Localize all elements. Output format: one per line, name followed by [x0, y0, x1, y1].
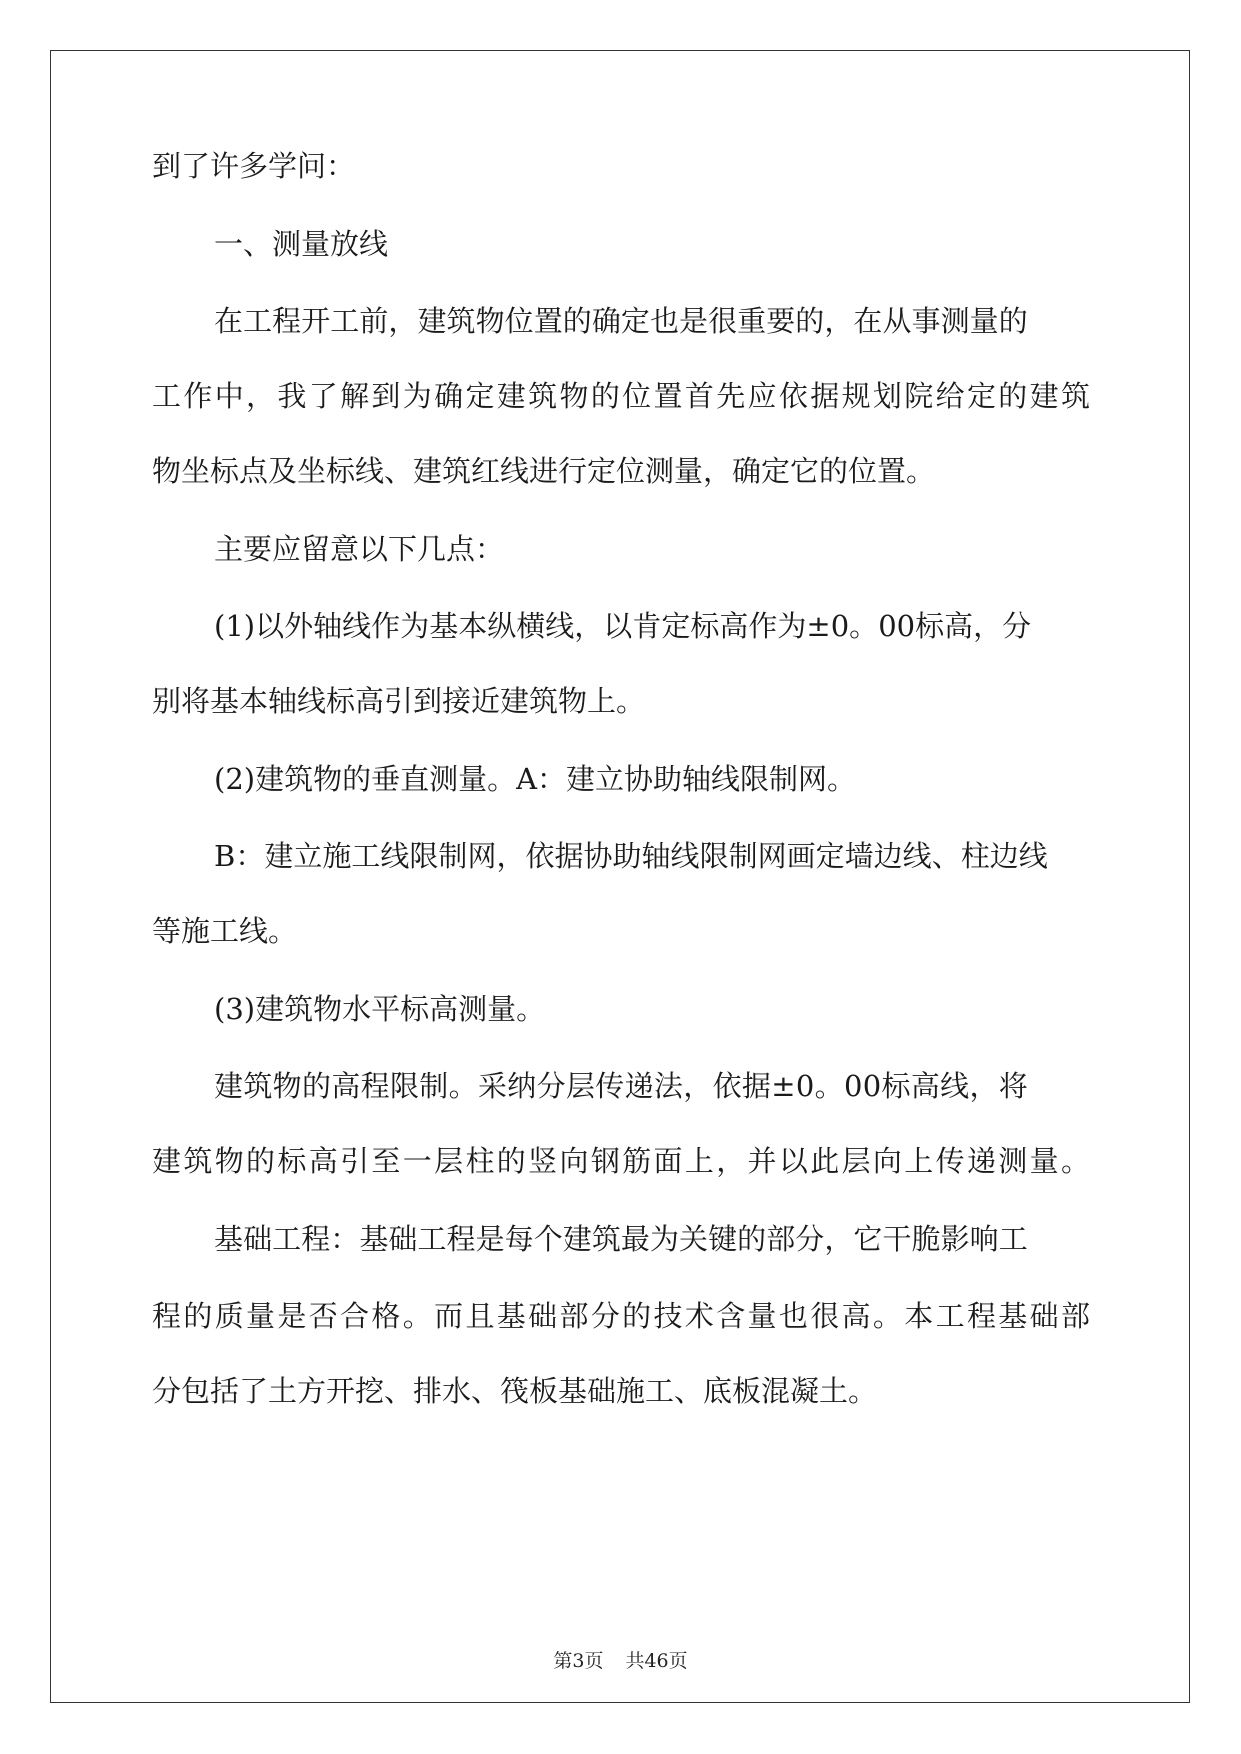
paragraph-line: ( 1 ) 以 外 轴 线 作 为 基 本 纵 横 线 ， 以 肯 定 标 高 作 为 ± 0 。 0 0 标 高 ， 分: [214, 609, 1032, 643]
paragraph-line: 工 作 中 ， 我 了 解 到 为 确 定 建 筑 物 的 位 置 首 先 应 依 据 规 划 院 给 定 的 建 筑: [152, 379, 1090, 413]
paragraph-line: 基 础 工 程 ： 基 础 工 程 是 每 个 建 筑 最 为 关 键 的 部 分 ， 它 干 脆 影 响 工: [214, 1222, 1028, 1256]
paragraph-line: 到了许多学问：: [152, 149, 356, 183]
page-total: 共46页: [625, 1650, 688, 1672]
paragraph-line: 在 工 程 开 工 前 ， 建 筑 物 位 置 的 确 定 也 是 很 重 要 的 ， 在 从 事 测 量 的: [214, 304, 1028, 338]
page-border: [50, 50, 1190, 1703]
paragraph-line: 分包括了土方开挖、排水、筏板基础施工、底板混凝土。: [152, 1374, 878, 1408]
paragraph-line: 建 筑 物 的 标 高 引 至 一 层 柱 的 竖 向 钢 筋 面 上 ， 并 以 此 层 向 上 传 递 测 量 。: [152, 1144, 1090, 1178]
paragraph-line: 程 的 质 量 是 否 合 格 。 而 且 基 础 部 分 的 技 术 含 量 也 很 高 。 本 工 程 基 础 部: [152, 1299, 1090, 1333]
section-heading: 一、测量放线: [214, 227, 389, 261]
paragraph-line: 主要应留意以下几点：: [214, 532, 505, 566]
paragraph-line: 建 筑 物 的 高 程 限 制 。 采 纳 分 层 传 递 法 ， 依 据 ± 0 。 0 0 标 高 线 ， 将: [214, 1069, 1028, 1103]
paragraph-line: 物坐标点及坐标线、建筑红线进行定位测量，确定它的位置。: [152, 454, 936, 488]
page-number: 第3页: [553, 1650, 604, 1672]
page-footer: [0, 1646, 1241, 1673]
paragraph-line: (2)建筑物的垂直测量。A：建立协助轴线限制网。: [214, 762, 857, 796]
paragraph-line: (3)建筑物水平标高测量。: [214, 992, 546, 1026]
paragraph-line: 等施工线。: [152, 914, 298, 948]
paragraph-line: B ： 建 立 施 工 线 限 制 网 ， 依 据 协 助 轴 线 限 制 网 画 定 墙 边 线 、 柱 边 线: [214, 839, 1048, 873]
paragraph-line: 别将基本轴线标高引到接近建筑物上。: [152, 684, 646, 718]
